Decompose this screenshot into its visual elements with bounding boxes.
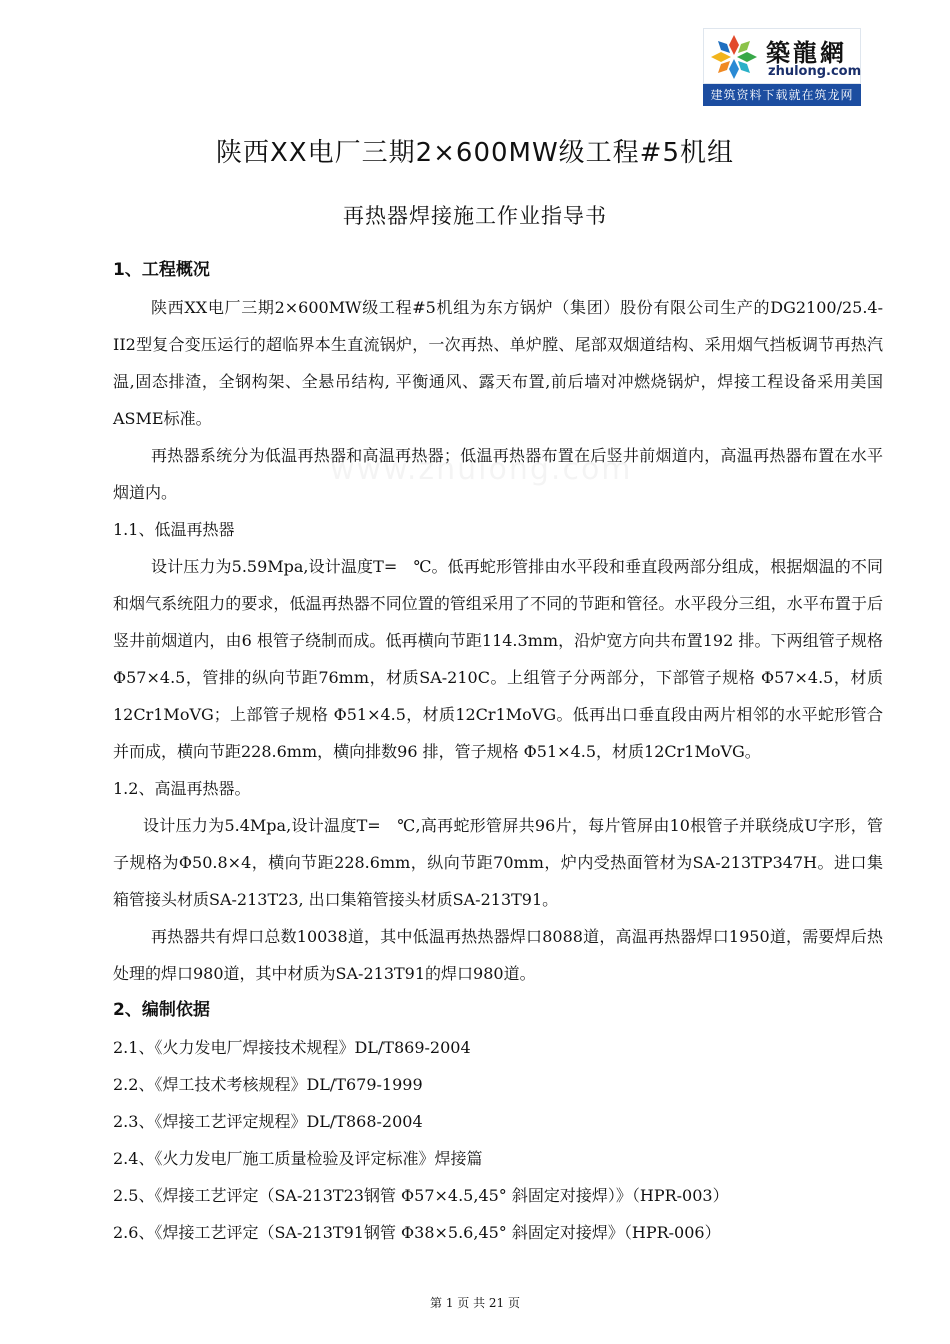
section-heading-2: 2、编制依据 [113,1000,210,1020]
section-heading-1-1: 1.1、低温再热器 [113,520,235,539]
reference-item: 2.5、《焊接工艺评定（SA-213T23钢管 Φ57×4.5,45° 斜固定对接焊）》（HPR-003） [113,1186,729,1205]
reference-item: 2.2、《焊工技术考核规程》DL/T679-1999 [113,1075,423,1094]
logo-tagline: 建筑资料下载就在筑龙网 [703,84,861,106]
page-footer: 第 1 页 共 21 页 [430,1296,520,1310]
reference-item: 2.1、《火力发电厂焊接技术规程》DL/T869-2004 [113,1038,471,1057]
zhulong-logo [703,28,861,106]
document-title: 陕西XX电厂三期2×600MW级工程#5机组 [215,138,735,168]
section-heading-1: 1、工程概况 [113,260,210,280]
logo-top [703,28,861,84]
section-heading-1-2: 1.2、高温再热器。 [113,779,251,798]
paragraph-low-temp-reheater: 设计压力为5.59Mpa,设计温度T= ℃。低再蛇形管排由水平段和垂直段两部分组成，根据烟温的不同和烟气系统阻力的要求，低温再热器不同位置的管组采用了不同的节距和管径。水平段分三组，水平布置于后竖井前烟道内，由6 根管子绕制而成。低再横向节距114.3mm，沿炉宽方向共布置192 排。下两组管子规格 Φ57×4.5，管排的纵向节距76mm，材质SA-210C。上组管子分两部分，下部管子规格 Φ57×4.5，材质12Cr1MoVG；上部管子规格 Φ51×4.5，材质12Cr1MoVG。低再出口垂直段由两片相邻的水平蛇形管合并而成，横向节距228.6mm，横向排数96 排，管子规格 Φ51×4.5，材质12Cr1MoVG。 [113,557,883,761]
snowflake-icon [708,33,760,81]
reference-item: 2.6、《焊接工艺评定（SA-213T91钢管 Φ38×5.6,45° 斜固定对接焊》（HPR-006） [113,1223,721,1242]
reference-item: 2.4、《火力发电厂施工质量检验及评定标准》焊接篇 [113,1149,483,1168]
logo-domain: zhulong.com [768,64,862,79]
paragraph-high-temp-reheater: 设计压力为5.4Mpa,设计温度T= ℃,高再蛇形管屏共96片，每片管屏由10根管子并联绕成U字形，管子规格为Φ50.8×4，横向节距228.6mm，纵向节距70mm，炉内受热面管材为SA-213TP347H。进口集箱管接头材质SA-213T23, 出口集箱管接头材质SA-213T91。 [113,816,883,909]
document-body [113,252,883,1251]
document-subtitle: 再热器焊接施工作业指导书 [343,204,607,228]
paragraph-reheater-system: 再热器系统分为低温再热器和高温再热器；低温再热器布置在后竖井前烟道内，高温再热器布置在水平烟道内。 [113,446,883,502]
paragraph-weld-count: 再热器共有焊口总数10038道，其中低温再热热器焊口8088道，高温再热器焊口1950道，需要焊后热处理的焊口980道，其中材质为SA-213T91的焊口980道。 [113,927,883,983]
paragraph-overview: 陕西XX电厂三期2×600MW级工程#5机组为东方锅炉（集团）股份有限公司生产的DG2100/25.4-II2型复合变压运行的超临界本生直流锅炉，一次再热、单炉膛、尾部双烟道结构、采用烟气挡板调节再热汽温,固态排渣，全钢构架、全悬吊结构, 平衡通风、露天布置,前后墙对冲燃烧锅炉，焊接工程设备采用美国ASME标准。 [113,298,883,428]
reference-item: 2.3、《焊接工艺评定规程》DL/T868-2004 [113,1112,423,1131]
logo-chinese-name: 築龍網 [766,39,847,67]
